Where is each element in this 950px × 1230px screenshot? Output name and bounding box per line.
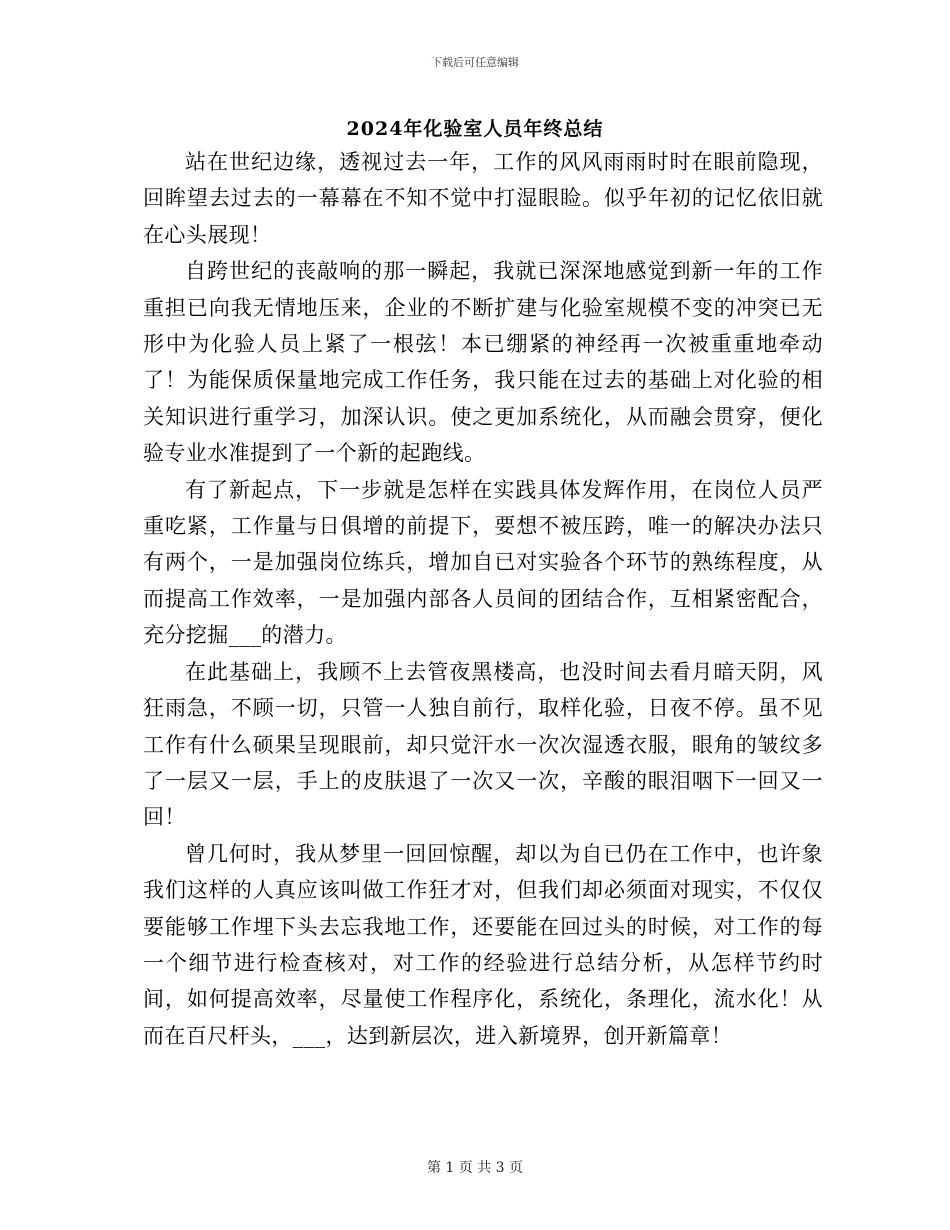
document-body bbox=[143, 144, 823, 1054]
paragraph-1: 站在世纪边缘，透视过去一年，工作的风风雨雨时时在眼前隐现，回眸望去过去的一幕幕在不知不觉中打湿眼睑。似乎年初的记忆依旧就在心头展现！ bbox=[143, 150, 823, 247]
paragraph-3: 有了新起点，下一步就是怎样在实践具体发辉作用，在岗位人员严重吃紧，工作量与日俱增的前提下，要想不被压跨，唯一的解决办法只有两个，一是加强岗位练兵，增加自已对实验各个环节的熟练程度，从而提高工作效率，一是加强内部各人员间的团结合作，互相紧密配合，充分挖掘___的潜力。 bbox=[143, 477, 823, 648]
paragraph-2: 自跨世纪的丧敲响的那一瞬起，我就已深深地感觉到新一年的工作重担已向我无情地压来，企业的不断扩建与化验室规模不变的冲突已无形中为化验人员上紧了一根弦！本已绷紧的神经再一次被重重地牵动了！为能保质保量地完成工作任务，我只能在过去的基础上对化验的相关知识进行重学习，加深认识。使之更加系统化，从而融会贯穿，便化验专业水准提到了一个新的起跑线。 bbox=[143, 259, 823, 466]
page-number: 第 1 页 共 3 页 bbox=[426, 1160, 524, 1176]
document-title: 2024年化验室人员年终总结 bbox=[346, 118, 604, 140]
paragraph-4: 在此基础上，我顾不上去管夜黑楼高，也没时间去看月暗天阴，风狂雨急，不顾一切，只管一人独自前行，取样化验，日夜不停。虽不见工作有什么硕果呈现眼前，却只觉汗水一次次湿透衣服，眼角的皱纹多了一层又一层，手上的皮肤退了一次又一次，辛酸的眼泪咽下一回又一回！ bbox=[143, 659, 823, 830]
page-header-note: 下载后可任意编辑 bbox=[431, 56, 519, 69]
paragraph-5: 曾几何时，我从梦里一回回惊醒，却以为自已仍在工作中，也许象我们这样的人真应该叫做工作狂才对，但我们却必须面对现实，不仅仅要能够工作埋下头去忘我地工作，还要能在回过头的时候，对工作的每一个细节进行检查核对，对工作的经验进行总结分析，从怎样节约时间，如何提高效率，尽量使工作程序化，系统化，条理化，流水化！从而在百尺杆头，___，达到新层次，进入新境界，创开新篇章！ bbox=[143, 841, 823, 1048]
